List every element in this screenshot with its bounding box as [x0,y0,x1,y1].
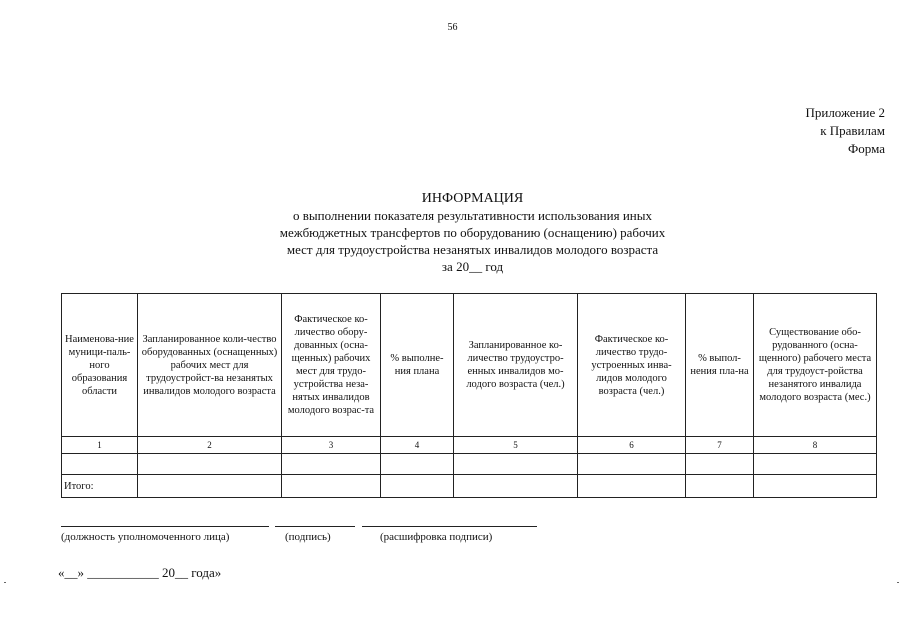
table-cell[interactable] [454,475,578,498]
scan-mark [4,582,6,583]
page-number: 56 [447,22,458,33]
signature-caption: (подпись) [285,531,331,543]
header-municipality: Наименова-ние муници-паль-ного образования области [62,294,138,437]
table-total-row [62,475,877,498]
total-label: Итого: [62,475,138,498]
table-cell[interactable] [282,454,381,475]
column-number: 8 [754,437,877,454]
header-actual-employed: Фактическое ко-личество трудо-устроенных инва-лидов молодого возраста (чел.) [578,294,686,437]
table-cell[interactable] [578,454,686,475]
header-workplace-existence: Существование обо-рудованного (осна-щенного) рабочего места для трудоуст-ройства незанятого инвалида молодого возраста (мес.) [754,294,877,437]
table-cell[interactable] [578,475,686,498]
scan-mark [897,582,899,583]
appendix-note [805,104,885,158]
title-heading: ИНФОРМАЦИЯ [421,191,524,206]
column-number: 6 [578,437,686,454]
table-cell[interactable] [138,475,282,498]
header-planned-employed: Запланированное ко-личество трудоустро-енных инвалидов мо-лодого возраста (чел.) [454,294,578,437]
appendix-line-2: к Правилам [820,123,885,138]
date-line: «__» ___________ 20__ года» [58,565,222,580]
column-number: 7 [686,437,754,454]
column-number: 3 [282,437,381,454]
title-year-line: за 20__ год [441,259,504,274]
report-table [61,293,877,498]
table-cell[interactable] [454,454,578,475]
column-number-row [62,437,877,454]
column-number: 5 [454,437,578,454]
table-cell[interactable] [686,475,754,498]
table-cell[interactable] [754,475,877,498]
column-number: 4 [381,437,454,454]
table-cell[interactable] [282,475,381,498]
name-caption: (расшифровка подписи) [380,531,493,543]
title-line-1: о выполнении показателя результативности использования иных [293,208,652,223]
header-plan-percent-2: % выпол-нения пла-на [686,294,754,437]
table-cell[interactable] [686,454,754,475]
title-line-2: межбюджетных трансфертов по оборудованию (оснащению) рабочих [279,225,666,240]
column-number: 2 [138,437,282,454]
appendix-form-label: Форма [848,141,885,156]
header-planned-workplaces: Запланированное коли-чество оборудованных (оснащенных) рабочих мест для трудоустройст-ва незанятых инвалидов молодого возраста [138,294,282,437]
column-number: 1 [62,437,138,454]
signature-line[interactable] [275,526,355,527]
table-cell[interactable] [754,454,877,475]
table-header-row [62,294,877,437]
table-row-empty [62,454,877,475]
document-title [180,190,765,275]
header-actual-workplaces: Фактическое ко-личество обору-дованных (осна-щенных) рабочих мест для трудо-устройства неза-нятых инвалидов молодого возрас-та [282,294,381,437]
table-cell[interactable] [62,454,138,475]
table-cell[interactable] [381,454,454,475]
position-caption: (должность уполномоченного лица) [61,531,230,543]
title-line-3: мест для трудоустройства незанятых инвалидов молодого возраста [286,242,659,257]
appendix-line-1: Приложение 2 [805,105,885,120]
position-signature-line[interactable] [61,526,269,527]
table-cell[interactable] [138,454,282,475]
header-plan-percent-1: % выполне-ния плана [381,294,454,437]
name-signature-line[interactable] [362,526,537,527]
table-cell[interactable] [381,475,454,498]
